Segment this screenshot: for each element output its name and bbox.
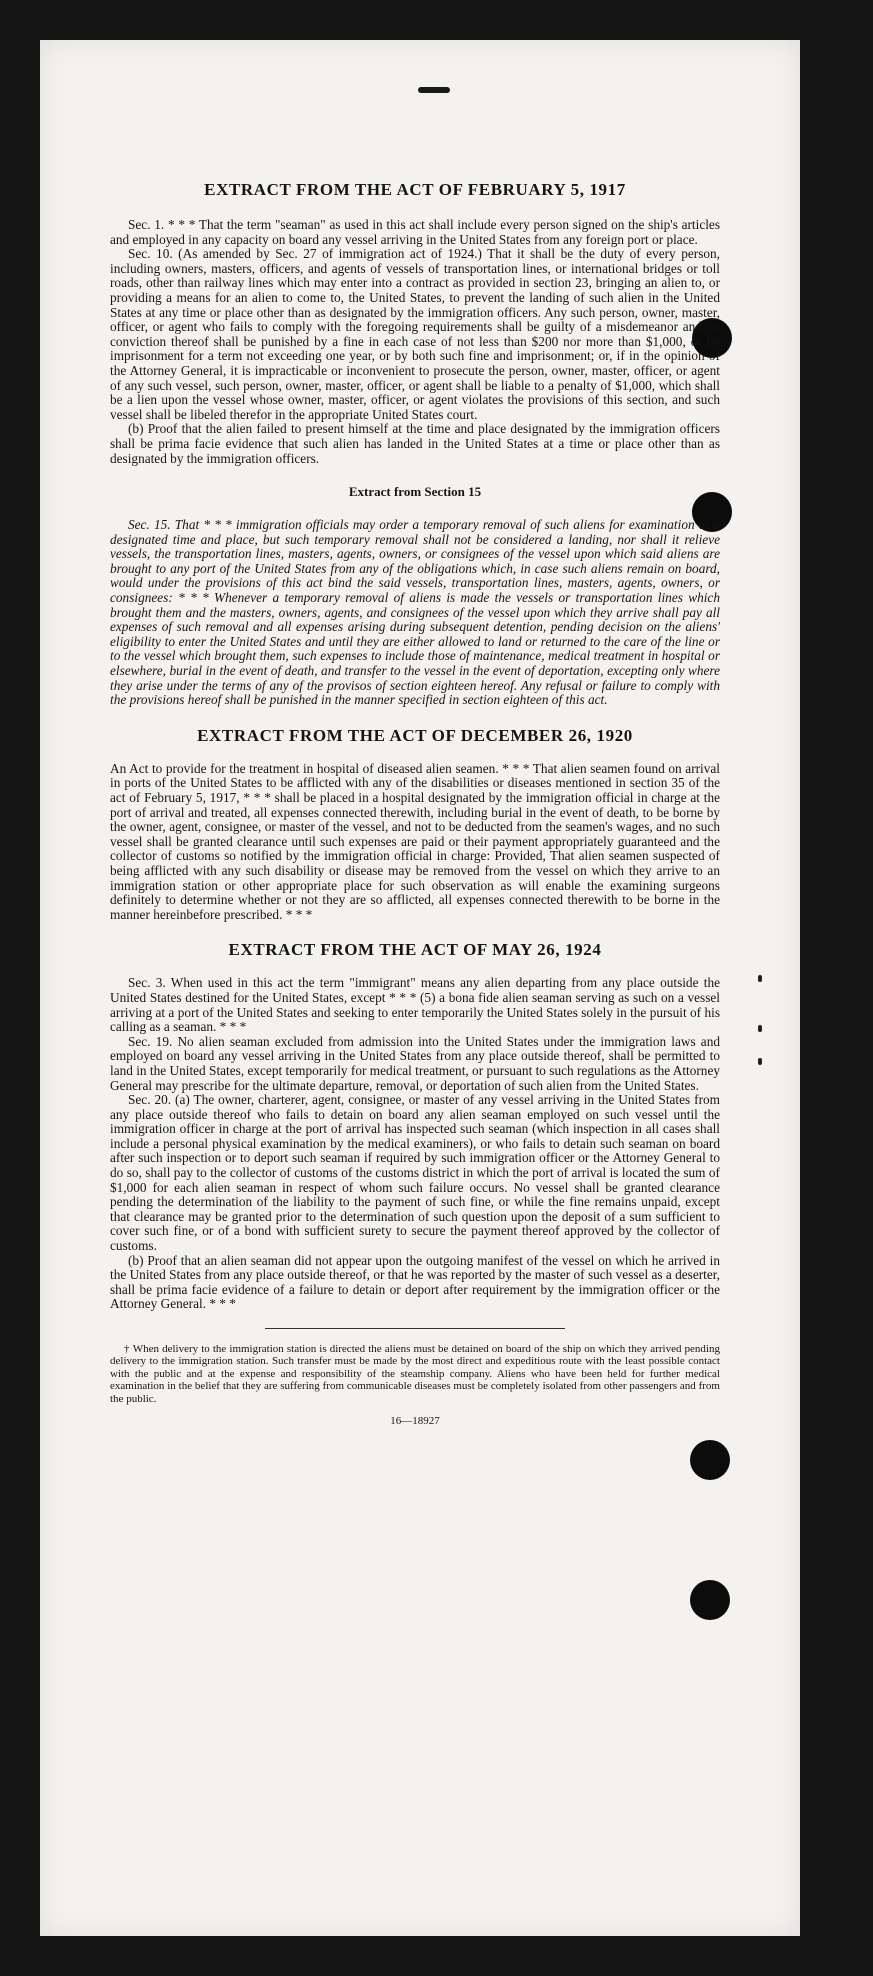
paragraph: Sec. 3. When used in this act the term "immigrant" means any alien departing from any place outside the United States destined for the United States, except * * * (5) a bona fide alien seaman serving as such on a vessel arriving at a port of the United States and seeking to enter temporarily the United States solely in the pursuit of his calling as a seaman. * * *: [110, 975, 720, 1035]
page-number: 16—18927: [390, 1415, 440, 1428]
paragraph: Sec. 19. No alien seaman excluded from admission into the United States under the immigration laws and employed on board any vessel arriving in the United States from any place outside thereof, shall be permitted to land in the United States, except temporarily for medical treatment, or pursuant to such regulations as the Attorney General may prescribe for the ultimate departure, removal, or deportation of such alien from the United States.: [110, 1033, 720, 1093]
margin-mark: [758, 1025, 762, 1032]
paragraph: Sec. 10. (As amended by Sec. 27 of immigration act of 1924.) That it shall be the duty of every person, including owners, masters, officers, and agents of vessels of transportation lines, or international bridges or toll roads, other than railway lines which may enter into a contract as provided in section 23, bringing an alien to, or providing a means for an alien to come to, the United States, to prevent the landing of such alien in the United States at any time or place other than as designated by the immigration officers. Any such person, owner, master, officer, or agent who fails to comply with the foregoing requirements shall be guilty of a misdemeanor and on conviction thereof shall be punished by a fine in each case of not less than $200 nor more than $1,000, or by imprisonment for a term not exceeding one year, or by both such fine and imprisonment; or, if in the opinion of the Attorney General, it is impracticable or inconvenient to prosecute the person, owner, master, officer, or agent of any such vessel, such person, owner, master, officer, or agent shall be liable to a penalty of $1,000, which shall be a lien upon the vessel whose owner, master, officer, or agent violates the provisions of this section, and such vessel shall be libeled therefor in the appropriate United States court.: [110, 246, 720, 422]
paragraph: Sec. 1. * * * That the term "seaman" as used in this act shall include every person signed on the ship's articles and employed in any capacity on board any vessel arriving in the United States from any foreign port or place.: [110, 217, 720, 247]
paragraph: (b) Proof that an alien seaman did not appear upon the outgoing manifest of the vessel on which he arrived in the United States from any place outside thereof, or that he was reported by the master of such vessel as a deserter, shall be prima facie evidence of a failure to detain or deport after requirement by the immigration officer or the Attorney General. * * *: [110, 1252, 720, 1312]
section-heading: EXTRACT FROM THE ACT OF FEBRUARY 5, 1917: [204, 180, 626, 199]
footnote: † When delivery to the immigration station is directed the aliens must be detained on board of the ship on which they arrived pending delivery to the immigration station. Such transfer must be made by the most direct and expeditious route with the least possible contact with the public and at the expense and responsibility of the steamship company. Aliens who have been held for further medical examination in the belief that they are suffering from communicable diseases must be completely isolated from other passengers and from the public.: [110, 1343, 720, 1405]
section-heading: EXTRACT FROM THE ACT OF MAY 26, 1924: [228, 940, 602, 960]
paragraph: (b) Proof that the alien failed to present himself at the time and place designated by the immigration officers shall be prima facie evidence that such alien has landed in the United States at a time or place other than as designated by the immigration officers.: [110, 421, 720, 466]
punch-hole-4: [690, 1580, 730, 1620]
ink-blot: [418, 87, 450, 93]
paragraph: An Act to provide for the treatment in hospital of diseased alien seamen. * * * That alien seamen found on arrival in ports of the United States to be afflicted with any of the disabilities or diseases mentioned in section 35 of the act of February 5, 1917, * * * shall be placed in a hospital designated by the immigration official in charge at the port of arrival and treated, all expenses connected therewith, including burial in the event of death, to be borne by the owner, agent, consignee, or master of the vessel, and not to be deducted from the seamen's wages, and no such vessel shall be granted clearance until such expenses are paid or their payment appropriately guaranteed and the collector of customs so notified by the immigration official in charge: Provided, That alien seamen suspected of being afflicted with any such disability or disease may be removed from the vessel on which they arrive to an immigration station or other appropriate place for such observation as will enable the examining surgeons definitely to determine whether or not they are so afflicted, all expenses connected therewith to be borne in the manner hereinbefore prescribed. * * *: [110, 760, 720, 922]
punch-hole-3: [690, 1440, 730, 1480]
paragraph: Sec. 15. That * * * immigration officials may order a temporary removal of such aliens for examination at a designated time and place, but such temporary removal shall not be considered a landing, nor shall it relieve vessels, the transportation lines, masters, agents, owners, or consignees of the vessel upon which said aliens are brought to any port of the United States from any of the obligations which, in case such aliens remain on board, would under the provisions of this act bind the said vessels, transportation lines, masters, agents, owners, or consignees: * * * Whenever a temporary removal of aliens is made the vessels or transportation lines which brought them and the masters, owners, agents, and consignees of the vessel upon which they arrive shall pay all expenses of such removal and all expenses arising during subsequent detention, pending decision on the aliens' eligibility to enter the United States and until they are either allowed to land or returned to the care of the line or to the vessel which brought them, such expenses to include those of maintenance, medical treatment in hospital or elsewhere, burial in the event of death, and transfer to the vessel in the event of deportation, excepting only where they arise under the terms of any of the provisos of section eighteen hereof. Any refusal or failure to comply with the provisions hereof shall be punished in the manner specified in section eighteen of this act.: [110, 517, 720, 708]
margin-mark: [758, 975, 762, 982]
section-heading: EXTRACT FROM THE ACT OF DECEMBER 26, 1920: [197, 725, 633, 745]
subsection-heading: Extract from Section 15: [348, 484, 482, 500]
document-body: [110, 180, 720, 1427]
document-page: [40, 40, 800, 1936]
margin-mark: [758, 1058, 762, 1065]
paragraph: Sec. 20. (a) The owner, charterer, agent, consignee, or master of any vessel arriving in the United States from any place outside thereof who fails to detain on board any alien seaman employed on such vessel until the immigration officer in charge at the port of arrival has inspected such seaman (which inspection in all cases shall include a personal physical examination by the medical examiners), or who fails to detain such seaman on board after such inspection or to deport such seaman if required by such immigration officer or the Attorney General to do so, shall pay to the collector of customs of the customs district in which the port of arrival is located the sum of $1,000 for each alien seaman in respect of whom such failure occurs. No vessel shall be granted clearance pending the determination of the liability to the payment of such fine, or while the fine remains unpaid, except that clearance may be granted prior to the determination of such question upon the deposit of a sum sufficient to cover such fine, or of a bond with sufficient surety to secure the payment thereof approved by the collector of customs.: [110, 1092, 720, 1254]
